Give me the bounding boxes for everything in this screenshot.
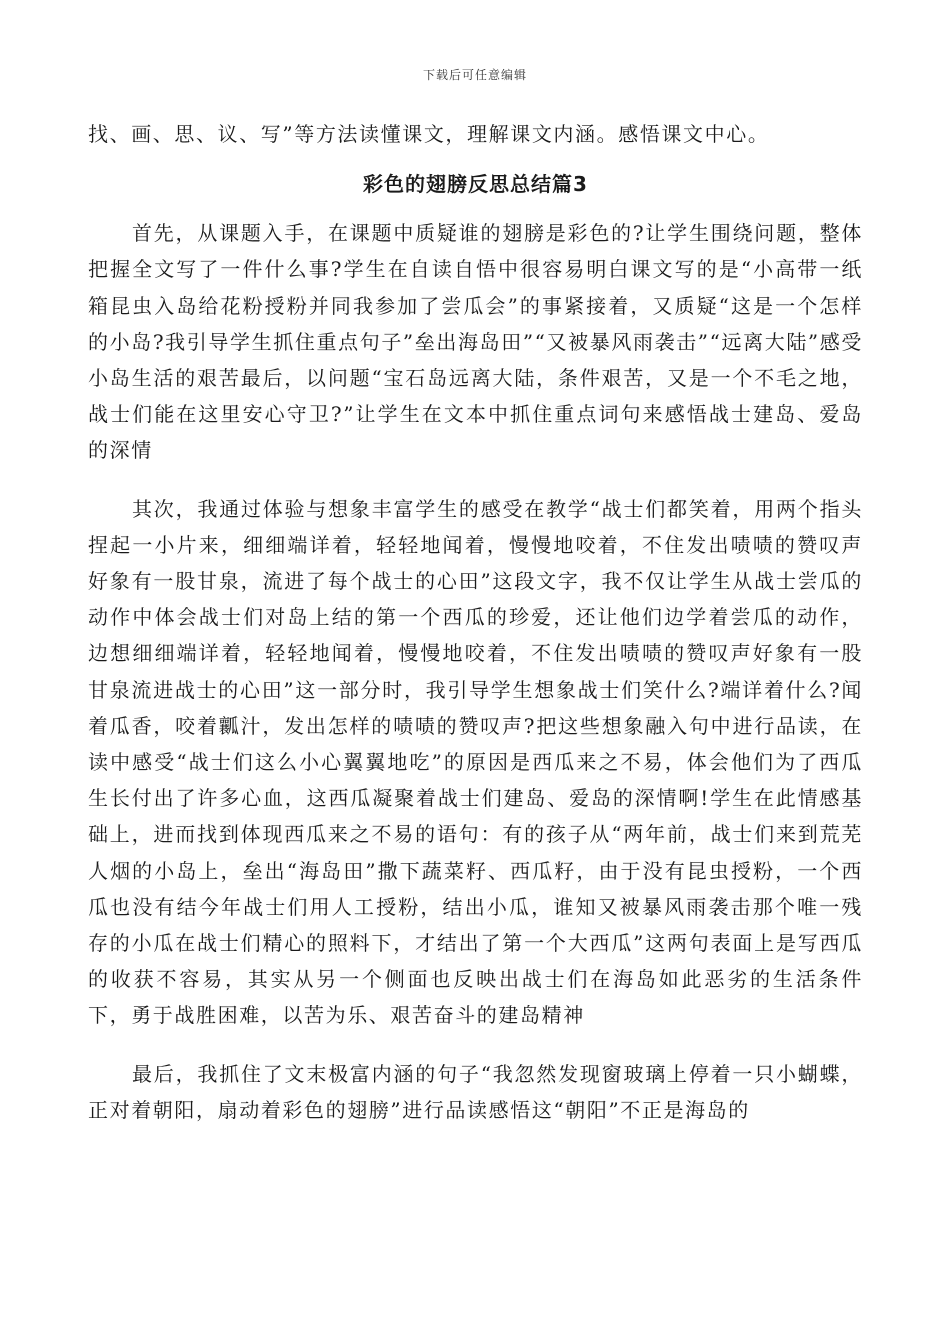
paragraph-second: 其次，我通过体验与想象丰富学生的感受在教学“战士们都笑着，用两个指头捏起一小片来，细细端详着，轻轻地闻着，慢慢地咬着，不住发出啧啧的赞叹声好象有一股甘泉，流进了每个战士的心田”这段文字，我不仅让学生从战士尝瓜的动作中体会战士们对岛上结的第一个西瓜的珍爱，还让他们边学着尝瓜的动作，边想细细端详着，轻轻地闻着，慢慢地咬着，不住发出啧啧的赞叹声好象有一股甘泉流进战士的心田”这一部分时，我引导学生想象战士们笑什么?端详着什么?闻着瓜香，咬着瓤汁，发出怎样的啧啧的赞叹声?把这些想象融入句中进行品读，在读中感受“战士们这么小心翼翼地吃”的原因是西瓜来之不易，体会他们为了西瓜生长付出了许多心血，这西瓜凝聚着战士们建岛、爱岛的深情啊!学生在此情感基础上，进而找到体现西瓜来之不易的语句：有的孩子从“两年前，战士们来到荒芜人烟的小岛上，垒出“海岛田”撒下蔬菜籽、西瓜籽，由于没有昆虫授粉，一个西瓜也没有结今年战士们用人工授粉，结出小瓜，谁知又被暴风雨袭击那个唯一残存的小瓜在战士们精心的照料下，才结出了第一个大西瓜”这两句表面上是写西瓜的收获不容易，其实从另一个侧面也反映出战士们在海岛如此恶劣的生活条件下，勇于战胜困难，以苦为乐、艰苦奋斗的建岛精神 xyxy=(88,496,863,1028)
paragraph-first: 首先，从课题入手，在课题中质疑谁的翅膀是彩色的?让学生围绕问题，整体把握全文写了一件什么事?学生在自读自悟中很容易明白课文写的是“小高带一纸箱昆虫入岛给花粉授粉并同我参加了尝瓜会”的事紧接着，又质疑“这是一个怎样的小岛?我引导学生抓住重点句子”垒出海岛田”“又被暴风雨袭击”“远离大陆”感受小岛生活的艰苦最后，以问题“宝石岛远离大陆，条件艰苦，又是一个不毛之地，战士们能在这里安心守卫?”让学生在文本中抓住重点词句来感悟战士建岛、爱岛的深情 xyxy=(88,221,863,463)
page-header-note: 下载后可任意编辑 xyxy=(422,68,527,82)
section-title: 彩色的翅膀反思总结篇3 xyxy=(363,172,588,197)
document-body xyxy=(88,116,863,1128)
lead-line: 找、画、思、议、写”等方法读懂课文，理解课文内涵。感悟课文中心。 xyxy=(88,122,770,146)
paragraph-third: 最后，我抓住了文末极富内涵的句子“我忽然发现窗玻璃上停着一只小蝴蝶，正对着朝阳，扇动着彩色的翅膀”进行品读感悟这“朝阳”不正是海岛的 xyxy=(88,1061,863,1122)
